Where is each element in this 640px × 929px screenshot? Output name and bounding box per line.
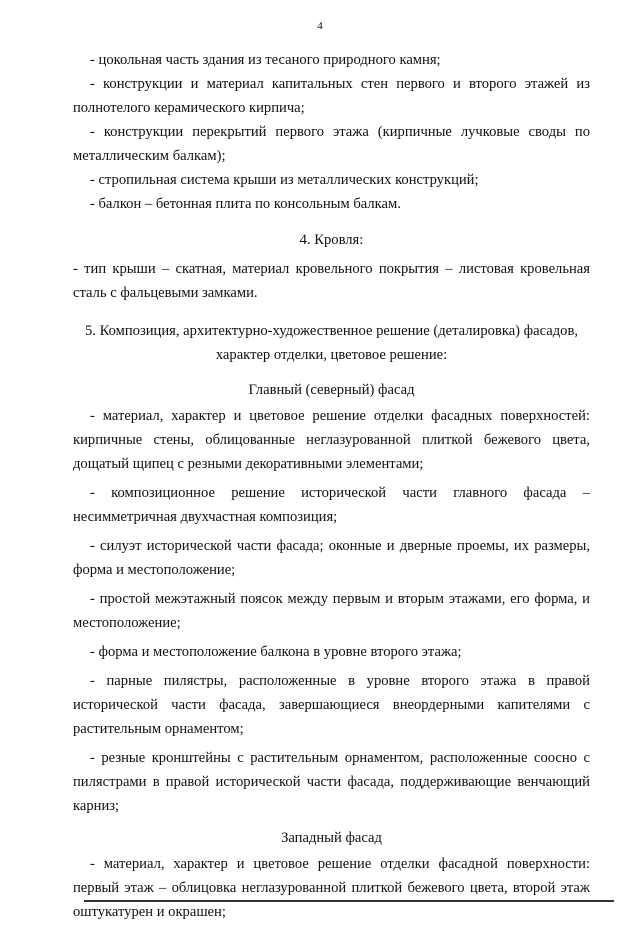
document-body	[73, 48, 590, 929]
west-facade-item-material: - материал, характер и цветовое решение отделки фасадной поверхности: первый этаж – облицовка неглазурованной плиткой бежевого цвета, второй этаж оштукатурен и окрашен;	[73, 856, 590, 920]
roof-text: - тип крыши – скатная, материал кровельного покрытия – листовая кровельная сталь с фальцевыми замками.	[73, 261, 590, 301]
main-facade-item-brackets: - резные кронштейны с растительным орнаментом, расположенные соосно с пилястрами в правой исторической части фасада, поддерживающие венчающий карниз;	[73, 750, 590, 814]
main-facade-item-material: - материал, характер и цветовое решение отделки фасадных поверхностей: кирпичные стены, облицованные неглазурованной плиткой бежевого цвета, дощатый щипец с резными декоративными элементами;	[73, 408, 590, 472]
page-number: 4	[317, 20, 323, 32]
main-facade-item-silhouette: - силуэт исторической части фасада; оконные и дверные проемы, их размеры, форма и местоположение;	[73, 538, 590, 578]
page-bottom-rule	[84, 900, 614, 902]
structure-item-floors: - конструкции перекрытий первого этажа (кирпичные лучковые своды по металлическим балкам);	[73, 124, 590, 164]
structure-item-walls: - конструкции и материал капитальных стен первого и второго этажей из полнотелого керамического кирпича;	[73, 76, 590, 116]
main-facade-heading: Главный (северный) фасад	[248, 382, 415, 398]
main-facade-item-pilasters: - парные пилястры, расположенные в уровне второго этажа в правой исторической части фасада, завершающиеся внеордерными капителями с растительным орнаментом;	[73, 673, 590, 737]
main-facade-item-composition: - композиционное решение исторической части главного фасада – несимметричная двухчастная композиция;	[73, 485, 590, 525]
main-facade-item-belt: - простой межэтажный поясок между первым и вторым этажами, его форма, и местоположение;	[73, 591, 590, 631]
structure-item-basement: - цокольная часть здания из тесаного природного камня;	[90, 52, 441, 68]
roof-heading: 4. Кровля:	[299, 232, 364, 248]
main-facade-item-balcony: - форма и местоположение балкона в уровне второго этажа;	[90, 644, 462, 660]
structure-item-rafters: - стропильная система крыши из металлических конструкций;	[90, 172, 479, 188]
structure-item-balcony: - балкон – бетонная плита по консольным балкам.	[90, 196, 401, 212]
section5-heading: 5. Композиция, архитектурно-художественное решение (деталировка) фасадов, характер отделки, цветовое решение:	[84, 323, 579, 363]
west-facade-heading: Западный фасад	[281, 830, 382, 846]
